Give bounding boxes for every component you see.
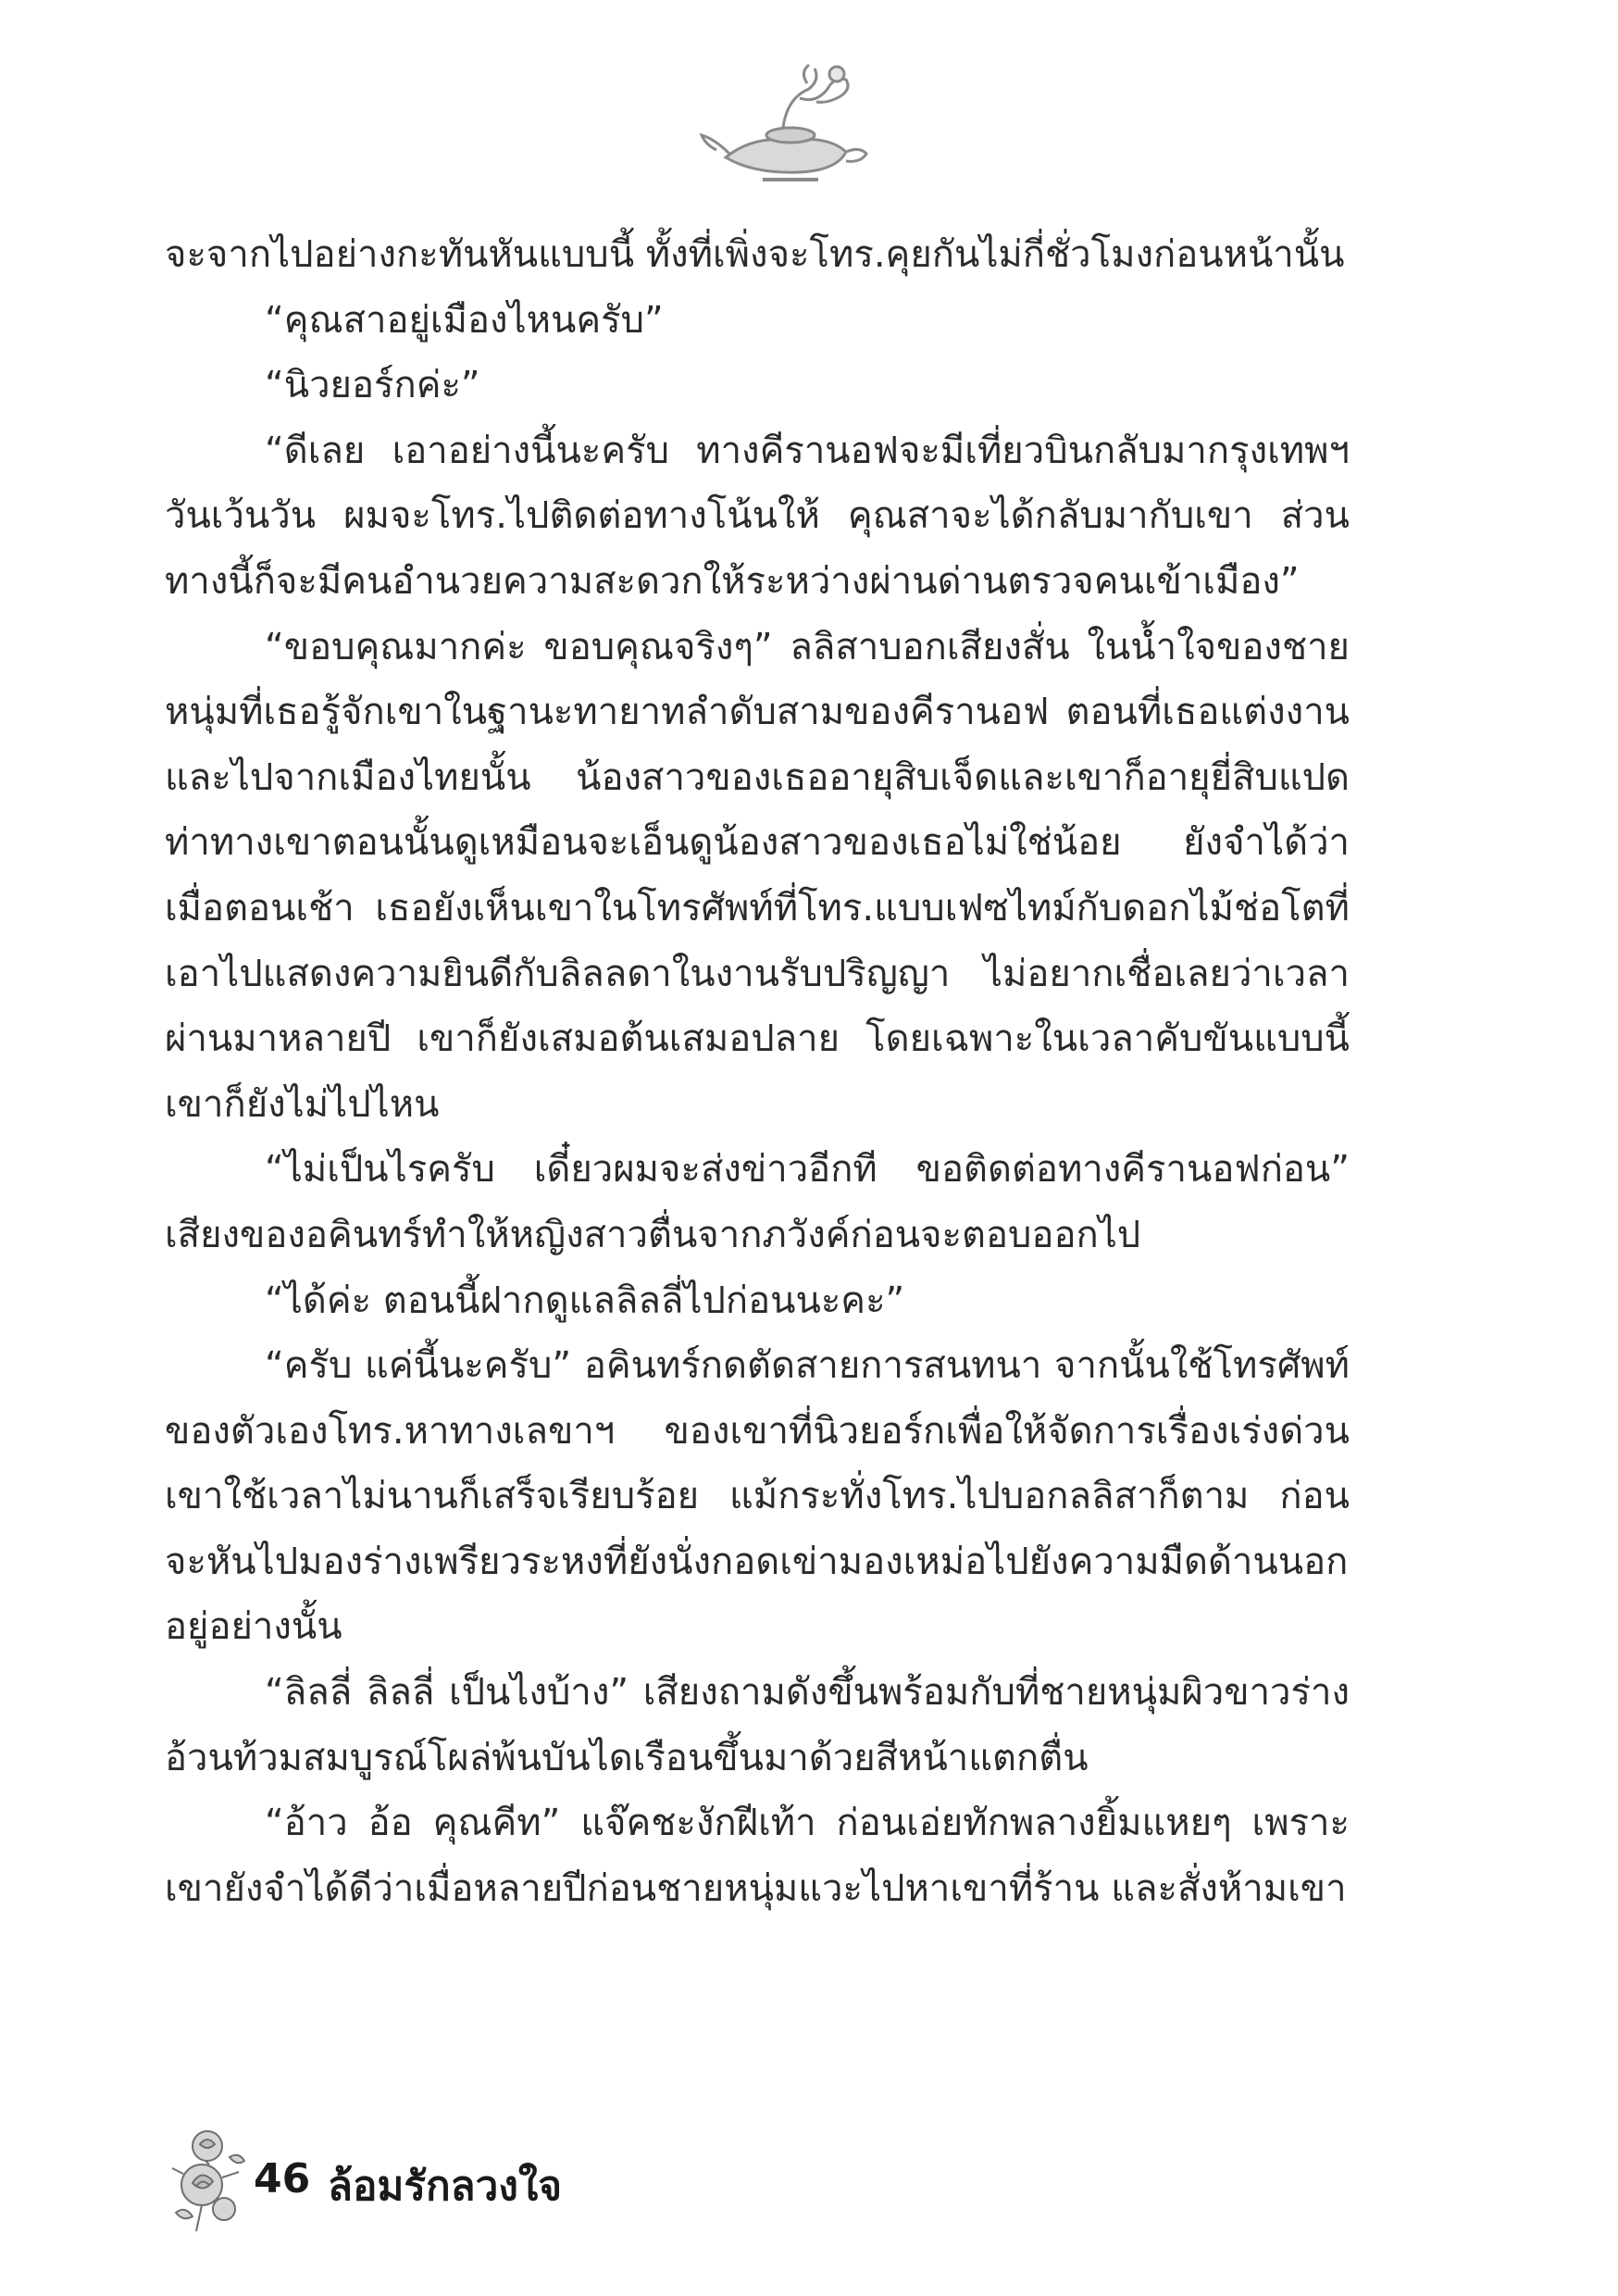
page-number: 46 bbox=[254, 2155, 311, 2202]
paragraph: “ดีเลย เอาอย่างนี้นะครับ ทางคีรานอฟจะมีเที่ยวบินกลับมากรุงเทพฯ วันเว้นวัน ผมจะโทร.ไปติดต่อทางโน้นให้ คุณสาจะได้กลับมากับเขา ส่วนทางนี้ก็จะมีคนอำนวยความสะดวกให้ระหว่างผ่านด่านตรวจคนเข้าเมือง” bbox=[165, 429, 1350, 603]
paragraph: “อ้าว อ้อ คุณคีท” แจ๊คชะงักฝีเท้า ก่อนเอ่ยทักพลางยิ้มแหยๆ เพราะเขายังจำได้ดีว่าเมื่อหลายปีก่อนชายหนุ่มแวะไปหาเขาที่ร้าน และสั่งห้ามเขา bbox=[165, 1802, 1350, 1910]
page-footer bbox=[165, 2120, 813, 2250]
rose-icon bbox=[165, 2120, 254, 2240]
paragraph: “ไม่เป็นไรครับ เดี๋ยวผมจะส่งข่าวอีกที ขอติดต่อทางคีรานอฟก่อน” เสียงของอคินทร์ทำให้หญิงสาวตื่นจากภวังค์ก่อนจะตอบออกไป bbox=[165, 1148, 1350, 1256]
genie-lamp-icon bbox=[698, 61, 874, 191]
paragraph: “คุณสาอยู่เมืองไหนครับ” bbox=[265, 298, 664, 342]
paragraph: “ได้ค่ะ ตอนนี้ฝากดูแลลิลลี่ไปก่อนนะคะ” bbox=[265, 1279, 905, 1322]
body-text bbox=[165, 222, 1350, 1921]
paragraph: “ขอบคุณมากค่ะ ขอบคุณจริงๆ” ลลิสาบอกเสียงสั่น ในน้ำใจของชายหนุ่มที่เธอรู้จักเขาในฐานะทายาทลำดับสามของคีรานอฟ ตอนที่เธอแต่งงานและไปจากเมืองไทยนั้น น้องสาวของเธออายุสิบเจ็ดและเขาก็อายุยี่สิบแปด ท่าทางเขาตอนนั้นดูเหมือนจะเอ็นดูน้องสาวของเธอไม่ใช่น้อย ยังจำได้ว่าเมื่อตอนเช้า เธอยังเห็นเขาในโทรศัพท์ที่โทร.แบบเฟซไทม์กับดอกไม้ช่อโตที่เอาไปแสดงความยินดีกับลิลลดาในงานรับปริญญา ไม่อยากเชื่อเลยว่าเวลาผ่านมาหลายปี เขาก็ยังเสมอต้นเสมอปลาย โดยเฉพาะในเวลาคับขันแบบนี้ เขาก็ยังไม่ไปไหน bbox=[165, 625, 1350, 1126]
book-title: ล้อมรักลวงใจ bbox=[328, 2163, 563, 2210]
paragraph: “ลิลลี่ ลิลลี่ เป็นไงบ้าง” เสียงถามดังขึ้นพร้อมกับที่ชายหนุ่มผิวขาวร่างอ้วนท้วมสมบูรณ์โผล่พ้นบันไดเรือนขึ้นมาด้วยสีหน้าแตกตื่น bbox=[165, 1671, 1350, 1779]
paragraph: “นิวยอร์กค่ะ” bbox=[265, 364, 480, 407]
paragraph: “ครับ แค่นี้นะครับ” อคินทร์กดตัดสายการสนทนา จากนั้นใช้โทรศัพท์ของตัวเองโทร.หาทางเลขาฯ ของเขาที่นิวยอร์กเพื่อให้จัดการเรื่องเร่งด่วน เขาใช้เวลาไม่นานก็เสร็จเรียบร้อย แม้กระทั่งโทร.ไปบอกลลิสาก็ตาม ก่อนจะหันไปมองร่างเพรียวระหงที่ยังนั่งกอดเข่ามองเหม่อไปยังความมืดด้านนอกอยู่อย่างนั้น bbox=[165, 1344, 1350, 1649]
paragraph: จะจากไปอย่างกะทันหันแบบนี้ ทั้งที่เพิ่งจะโทร.คุยกันไม่กี่ชั่วโมงก่อนหน้านั้น bbox=[165, 233, 1345, 276]
